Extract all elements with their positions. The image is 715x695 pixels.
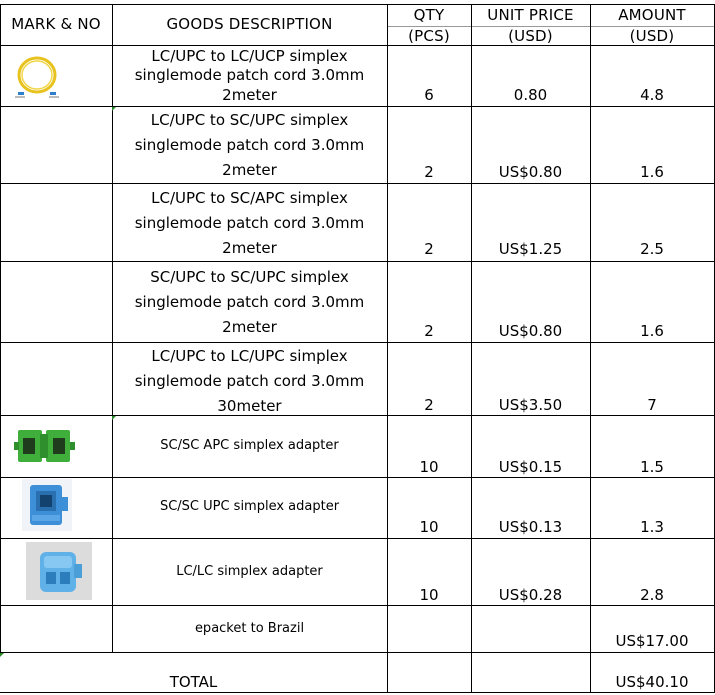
- row-divider: [0, 261, 715, 262]
- goods-description-line: LC/UPC to SC/APC simplex: [151, 189, 348, 207]
- qty-value: 10: [419, 586, 439, 604]
- goods-description-line: LC/LC simplex adapter: [176, 564, 323, 579]
- amount-value: 1.5: [640, 458, 664, 476]
- amount-value: 1.6: [640, 163, 664, 181]
- header-qty: QTY: [413, 6, 445, 24]
- table-border-top: [0, 4, 715, 5]
- goods-description-line: singlemode patch cord 3.0mm: [134, 136, 365, 154]
- goods-description-line: singlemode patch cord 3.0mm: [134, 293, 365, 311]
- goods-description-line: 2meter: [222, 239, 277, 257]
- blue-sc-upc-adapter-image: [22, 479, 72, 531]
- row-divider: [0, 538, 715, 539]
- unit-price-value: US$1.25: [498, 240, 563, 258]
- unit-price-value: US$0.80: [498, 322, 563, 340]
- row-divider: [0, 605, 715, 606]
- blue-lc-adapter-image: [26, 542, 92, 600]
- amount-value: 7: [647, 396, 657, 414]
- header-amount: AMOUNT: [618, 6, 686, 24]
- shipping-description: epacket to Brazil: [194, 621, 305, 636]
- patch-cord-coil-image: [12, 52, 62, 102]
- goods-description-line: singlemode patch cord 3.0mm: [134, 372, 365, 390]
- table-border-left: [0, 4, 1, 652]
- cell-comment-marker: [0, 653, 4, 657]
- row-divider: [0, 652, 715, 653]
- header-amount-unit: (USD): [629, 27, 675, 45]
- qty-value: 10: [419, 458, 439, 476]
- amount-value: 4.8: [640, 86, 664, 104]
- header-qty-unit: (PCS): [408, 27, 450, 45]
- unit-price-value: 0.80: [513, 86, 548, 104]
- goods-description-line: SC/UPC to SC/UPC simplex: [150, 268, 349, 286]
- amount-value: 2.5: [640, 240, 664, 258]
- unit-price-value: US$0.80: [498, 163, 563, 181]
- qty-value: 2: [424, 322, 434, 340]
- goods-description-line: singlemode patch cord 3.0mm: [134, 214, 365, 232]
- header-unit-price-unit: (USD): [508, 27, 553, 45]
- goods-description-line: LC/UPC to LC/UPC simplex: [151, 347, 348, 365]
- qty-value: 2: [424, 163, 434, 181]
- qty-value: 2: [424, 240, 434, 258]
- row-divider: [0, 477, 715, 478]
- row-divider: [0, 342, 715, 343]
- total-label: TOTAL: [169, 673, 218, 691]
- table-border-bottom: [0, 692, 715, 693]
- header-goods-description: GOODS DESCRIPTION: [166, 15, 333, 33]
- qty-value: 2: [424, 396, 434, 414]
- unit-price-value: US$0.13: [498, 518, 563, 536]
- goods-description-line: SC/SC UPC simplex adapter: [159, 499, 340, 514]
- unit-price-value: US$0.15: [498, 458, 563, 476]
- amount-value: 1.3: [640, 518, 664, 536]
- goods-description-line: LC/UPC to LC/UCP simplex: [151, 47, 348, 65]
- unit-price-value: US$0.28: [498, 586, 563, 604]
- goods-description-line: LC/UPC to SC/UPC simplex: [150, 111, 349, 129]
- shipping-amount: US$17.00: [615, 632, 689, 650]
- goods-description-line: 2meter: [222, 161, 277, 179]
- amount-value: 2.8: [640, 586, 664, 604]
- goods-description-line: SC/SC APC simplex adapter: [160, 438, 339, 453]
- goods-description-line: 2meter: [222, 86, 277, 104]
- goods-description-line: 2meter: [222, 318, 277, 336]
- qty-value: 10: [419, 518, 439, 536]
- header-mark-no: MARK & NO: [11, 15, 101, 33]
- goods-description-line: 30meter: [217, 397, 282, 415]
- goods-description-line: singlemode patch cord 3.0mm: [134, 66, 365, 84]
- total-amount: US$40.10: [615, 673, 689, 691]
- green-sc-apc-adapter-image: [12, 422, 78, 470]
- qty-value: 6: [424, 86, 434, 104]
- header-unit-price: UNIT PRICE: [487, 6, 574, 24]
- unit-price-value: US$3.50: [498, 396, 563, 414]
- row-divider: [0, 183, 715, 184]
- amount-value: 1.6: [640, 322, 664, 340]
